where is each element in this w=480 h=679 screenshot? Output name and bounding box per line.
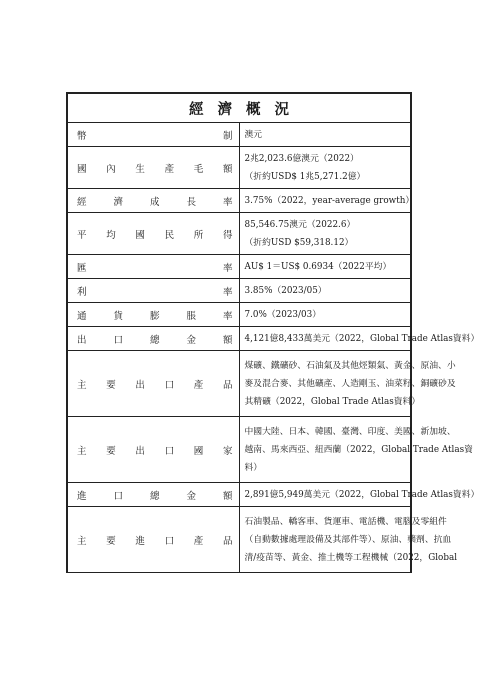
row-value-line: AU$ 1＝US$ 0.6934（2022平均） — [244, 262, 392, 272]
row-label-text: 進 口 總 金 額 — [77, 490, 233, 502]
row-value — [239, 327, 480, 351]
row-label — [67, 303, 239, 327]
row-label — [67, 279, 239, 303]
row-label-text: 國 內 生 產 毛 額 — [77, 163, 233, 175]
row-value-line: 4,121億8,433萬美元（2022，Global Trade Atlas資料） — [244, 334, 480, 344]
row-value-line: 料） — [244, 463, 263, 473]
row-value — [239, 303, 411, 327]
table-row — [67, 417, 411, 483]
row-value-line: 中國大陸、日本、韓國、臺灣、印度、美國、新加坡、 — [244, 427, 456, 437]
row-value-line: 麥及混合麥、其他礦產、人造剛玉、油菜籽、銅礦砂及 — [244, 379, 456, 389]
table-row — [67, 303, 411, 327]
row-value — [239, 507, 458, 573]
row-label — [67, 123, 239, 147]
row-value-line: 石油製品、轎客車、貨運車、電話機、電腦及零組件 — [244, 517, 447, 527]
row-value — [239, 483, 480, 507]
table-row — [67, 507, 411, 573]
row-value-line: （自動數據處理設備及其部件等）、原油、藥劑、抗血 — [244, 535, 452, 545]
row-value-line: 7.0%（2023/03） — [244, 310, 321, 320]
table-row — [67, 147, 411, 189]
row-label-text: 通 貨 膨 脹 率 — [77, 310, 233, 322]
row-value-line: 2,891億5,949萬美元（2022，Global Trade Atlas資料） — [244, 490, 480, 500]
table-row — [67, 351, 411, 417]
row-value-line: 其精礦（2022，Global Trade Atlas資料） — [244, 397, 421, 407]
row-label — [67, 255, 239, 279]
table-row — [67, 213, 411, 255]
row-value-line: 清/疫苗等、黃金、推土機等工程機械（2022，Global — [244, 553, 458, 563]
economic-overview-table — [66, 92, 480, 573]
table-body — [67, 123, 480, 573]
row-value-line: 澳元 — [244, 130, 263, 140]
row-value — [239, 213, 411, 255]
row-label — [67, 351, 239, 417]
row-value-line: 3.75%（2022，year-average growth） — [244, 196, 415, 206]
row-label-text: 主 要 出 口 產 品 — [77, 379, 233, 391]
row-label — [67, 417, 239, 483]
row-value-line: 85,546.75澳元（2022.6） — [244, 220, 356, 230]
row-label-text: 平 均 國 民 所 得 — [77, 229, 233, 241]
table-title: 經濟概況 — [67, 93, 411, 123]
table-row — [67, 327, 411, 351]
row-label-text: 幣 制 — [77, 130, 233, 142]
table-row — [67, 483, 411, 507]
row-label-text: 主 要 進 口 產 品 — [77, 535, 233, 547]
row-value — [239, 255, 411, 279]
row-label — [67, 327, 239, 351]
row-value — [239, 417, 473, 483]
row-value — [239, 147, 411, 189]
row-label — [67, 147, 239, 189]
table-row — [67, 189, 411, 213]
row-label — [67, 213, 239, 255]
row-value — [239, 189, 415, 213]
row-value — [239, 351, 456, 417]
table-row — [67, 123, 411, 147]
row-label — [67, 507, 239, 573]
row-value — [239, 123, 411, 147]
row-label-text: 主 要 出 口 國 家 — [77, 445, 233, 457]
row-value — [239, 279, 411, 303]
row-label — [67, 189, 239, 213]
row-value-line: 3.85%（2023/05） — [244, 286, 327, 296]
row-value-line: （折約USD $59,318.12） — [244, 238, 354, 248]
row-label-text: 利 率 — [77, 286, 233, 298]
row-label-text: 經 濟 成 長 率 — [77, 196, 233, 208]
table-row — [67, 279, 411, 303]
row-value-line: 煤礦、鐵礦砂、石油氣及其他烴類氣、黃金、原油、小 — [244, 361, 456, 371]
row-label — [67, 483, 239, 507]
row-value-line: （折約USD$ 1兆5,271.2億） — [244, 172, 366, 182]
table-row — [67, 255, 411, 279]
row-label-text: 匯 率 — [77, 262, 233, 274]
row-value-line: 越南、馬來西亞、紐西蘭（2022，Global Trade Atlas資 — [244, 445, 473, 455]
page-bottom-margin — [0, 612, 480, 679]
row-value-line: 2兆2,023.6億澳元（2022） — [244, 154, 359, 164]
row-label-text: 出 口 總 金 額 — [77, 334, 233, 346]
